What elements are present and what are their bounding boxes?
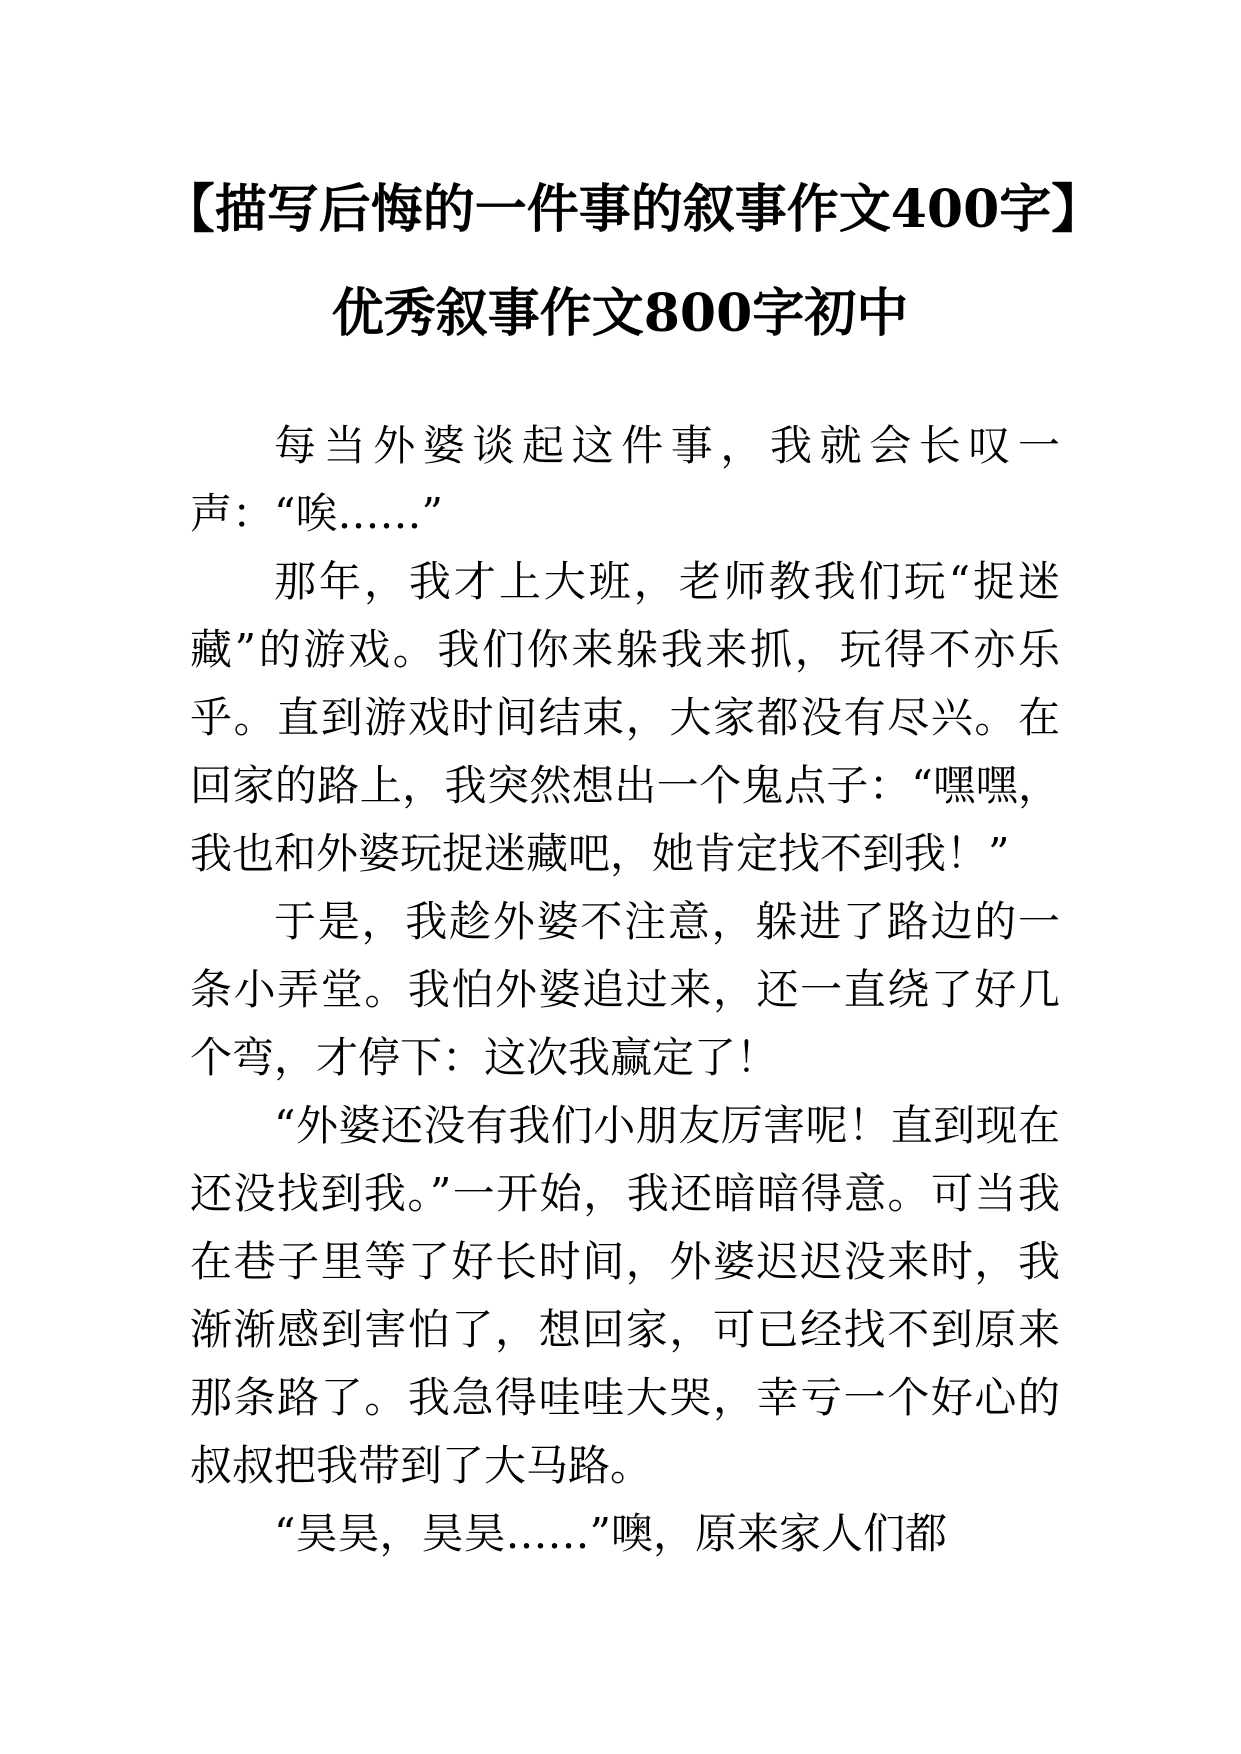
paragraph: 每当外婆谈起这件事，我就会长叹一声：“唉……” — [190, 421, 1060, 538]
paragraph: 那年，我才上大班，老师教我们玩“捉迷藏”的游戏。我们你来躲我来抓，玩得不亦乐乎。直到游戏时间结束，大家都没有尽兴。在回家的路上，我突然想出一个鬼点子：“嘿嘿，我也和外婆玩捉迷藏吧，她肯定找不到我！” — [190, 557, 1060, 878]
paragraph: “昊昊，昊昊……”噢，原来家人们都 — [274, 1509, 947, 1558]
paragraph: 于是，我趁外婆不注意，躲进了路边的一条小弄堂。我怕外婆追过来，还一直绕了好几个弯，才停下：这次我赢定了！ — [190, 897, 1060, 1082]
document-body — [190, 412, 1060, 1568]
paragraph: “外婆还没有我们小朋友厉害呢！直到现在还没找到我。”一开始，我还暗暗得意。可当我在巷子里等了好长时间，外婆迟迟没来时，我渐渐感到害怕了，想回家，可已经找不到原来那条路了。我急得哇哇大哭，幸亏一个好心的叔叔把我带到了大马路。 — [190, 1101, 1060, 1490]
document-title: 【描写后悔的一件事的叙事作文400字】优秀叙事作文800字初中 — [162, 179, 1078, 344]
